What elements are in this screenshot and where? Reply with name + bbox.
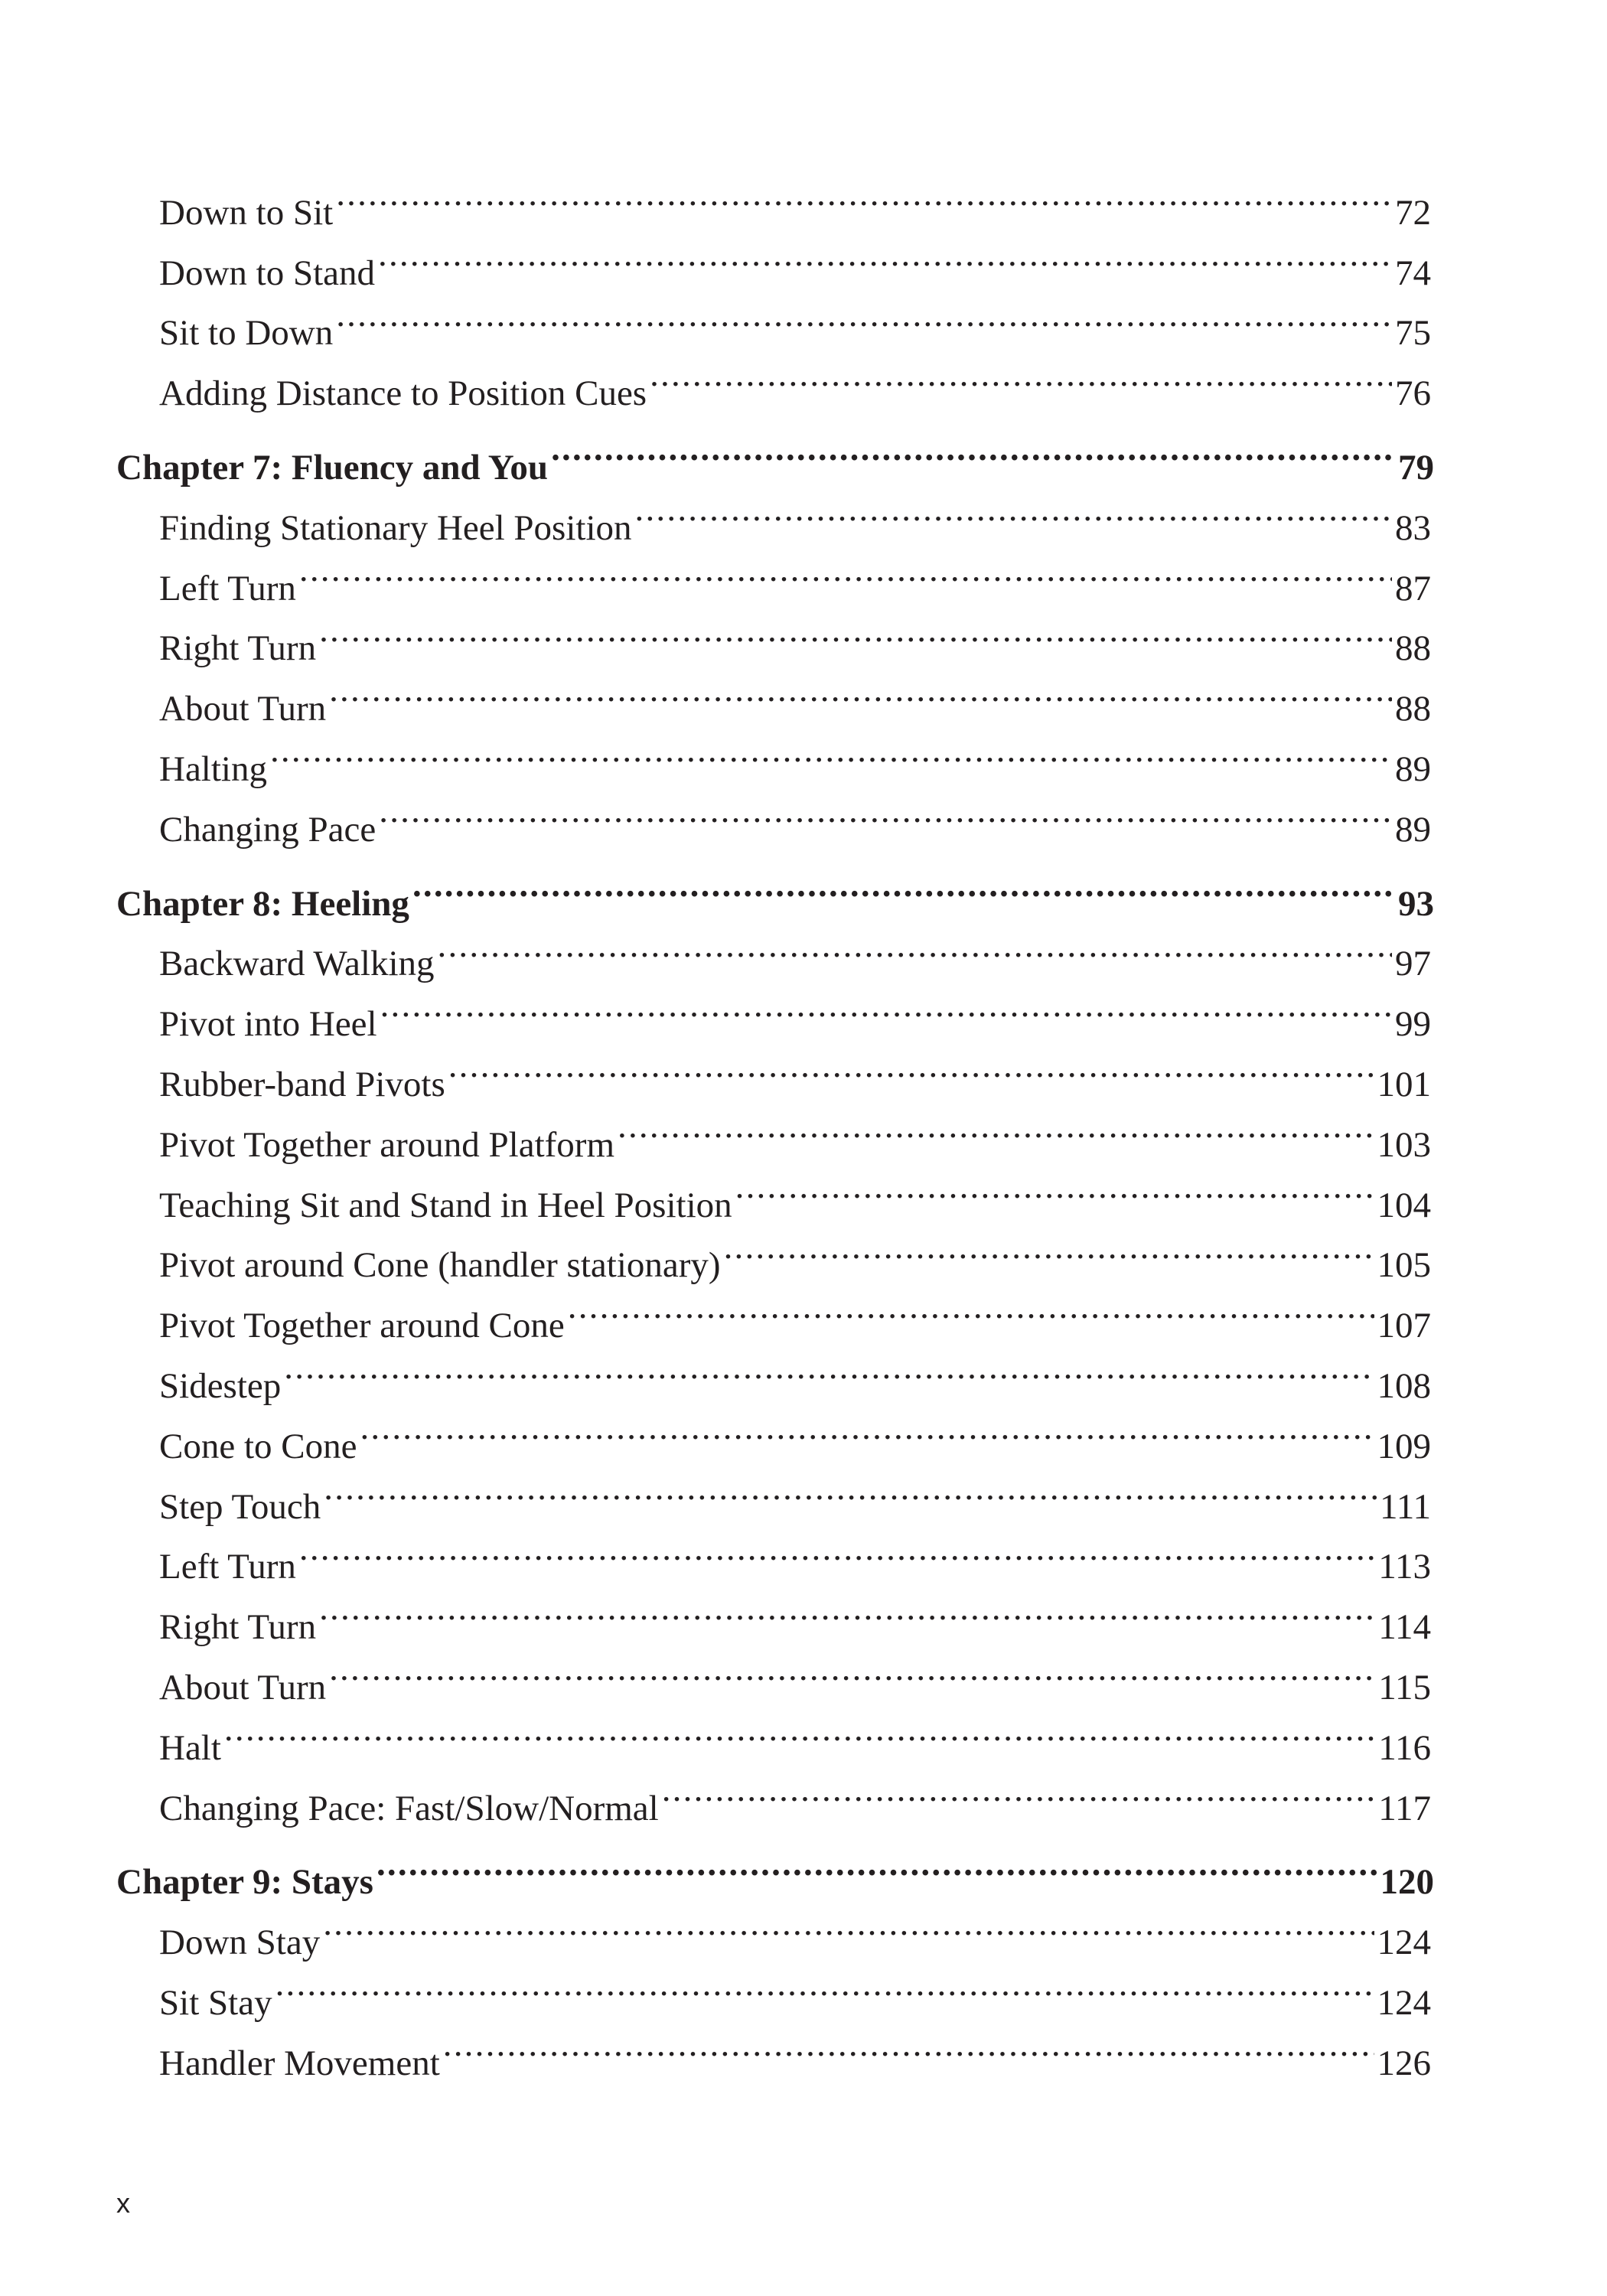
dot-leader [379,781,1392,841]
dot-leader [329,660,1392,720]
toc-entry-page: 89 [1395,809,1431,850]
toc-entry-page: 114 [1378,1607,1431,1648]
toc-entry-page: 113 [1378,1547,1431,1587]
chapter-title: Chapter 9: Stays [116,1862,373,1903]
toc-entry-page: 89 [1395,748,1431,789]
toc-chapter-entry [116,419,1434,488]
toc-entry-page: 115 [1378,1667,1431,1707]
toc-chapter-entry [116,855,1434,924]
toc-entry [116,600,1434,669]
toc-entry-page: 103 [1377,1124,1431,1165]
dot-leader [378,224,1392,285]
toc-entry [116,540,1434,608]
toc-entry-title: Teaching Sit and Stand in Heel Position [159,1185,732,1225]
toc-entry-page: 76 [1395,373,1431,414]
toc-entry [116,1397,1434,1466]
page-number: x [116,2187,130,2219]
toc-entry-title: Pivot Together around Platform [159,1124,615,1165]
toc-entry-title: Sit to Down [159,313,334,354]
toc-entry-page: 107 [1377,1306,1431,1346]
toc-entry [116,1699,1434,1768]
toc-entry [116,1760,1434,1828]
toc-entry-page: 105 [1377,1245,1431,1286]
dot-leader [270,720,1392,781]
toc-entry-page: 101 [1377,1064,1431,1104]
toc-entry-page: 109 [1377,1426,1431,1466]
toc-entry-title: Changing Pace: Fast/Slow/Normal [159,1788,659,1828]
toc-entry [116,1578,1434,1648]
chapter-page: 93 [1398,883,1434,924]
dot-leader [443,2014,1374,2075]
dot-leader [568,1277,1374,1337]
toc-entry-page: 83 [1395,507,1431,548]
toc-entry-title: Finding Stationary Heel Position [159,507,632,548]
toc-entry-page: 117 [1378,1788,1431,1828]
toc-entry-title: Down to Sit [159,192,334,233]
toc-entry-title: About Turn [159,689,327,729]
toc-entry-page: 116 [1378,1727,1431,1768]
dot-leader [724,1217,1374,1277]
toc-entry [116,781,1434,850]
dot-leader [329,1639,1375,1699]
dot-leader [360,1397,1374,1458]
dot-leader [319,600,1392,660]
toc-entry-title: Handler Movement [159,2043,440,2083]
dot-leader [380,975,1392,1035]
toc-chapter-entry [116,1834,1434,1903]
toc-entry-title: Pivot Together around Cone [159,1306,565,1346]
toc-entry-title: Sidestep [159,1365,282,1406]
toc-entry-page: 126 [1377,2043,1431,2083]
dot-leader [650,344,1392,405]
toc-entry [116,1954,1434,2023]
toc-entry-page: 88 [1395,628,1431,669]
toc-entry [116,720,1434,789]
dot-leader [299,1518,1375,1579]
toc-entry-title: Cone to Cone [159,1426,357,1466]
toc-entry-title: Backward Walking [159,944,435,984]
toc-entry-page: 99 [1395,1004,1431,1045]
toc-entry-title: Adding Distance to Position Cues [159,373,647,414]
toc-entry-page: 72 [1395,192,1431,233]
dot-leader [551,419,1395,479]
chapter-title: Chapter 7: Fluency and You [116,447,549,488]
toc-entry-title: Halting [159,748,267,789]
toc-entry [116,164,1434,233]
dot-leader [635,479,1392,540]
toc-entry-title: About Turn [159,1667,327,1707]
dot-leader [323,1893,1374,1954]
toc-entry-title: Left Turn [159,1547,296,1587]
toc-entry-page: 111 [1379,1486,1431,1527]
toc-entry-title: Left Turn [159,568,296,608]
toc-entry-page: 104 [1377,1185,1431,1225]
toc-entry-title: Sit Stay [159,1982,272,2023]
toc-entry [116,2014,1434,2083]
dot-leader [336,164,1392,224]
dot-leader [224,1699,1375,1760]
dot-leader [376,1834,1377,1894]
toc-entry [116,1518,1434,1587]
dot-leader [412,855,1395,915]
dot-leader [448,1035,1374,1096]
dot-leader [618,1096,1374,1156]
dot-leader [336,285,1392,345]
toc-entry-page: 87 [1395,568,1431,608]
toc-entry-title: Pivot into Heel [159,1004,377,1045]
toc-entry-title: Down to Stand [159,253,375,293]
dot-leader [319,1578,1375,1639]
toc-entry-page: 124 [1377,1982,1431,2023]
toc-entry-title: Down Stay [159,1923,321,1963]
chapter-page: 79 [1398,447,1434,488]
dot-leader [299,540,1392,600]
toc-entry-title: Pivot around Cone (handler stationary) [159,1245,721,1286]
toc-entry-page: 88 [1395,689,1431,729]
dot-leader [284,1337,1374,1397]
toc-entry-title: Right Turn [159,628,317,669]
toc-entry-title: Halt [159,1727,221,1768]
toc-entry-title: Step Touch [159,1486,321,1527]
toc-entry-page: 124 [1377,1923,1431,1963]
toc-entry [116,1337,1434,1406]
toc-entry-title: Changing Pace [159,809,376,850]
table-of-contents [116,164,1434,2083]
dot-leader [438,915,1393,976]
dot-leader [324,1458,1377,1518]
toc-entry-page: 75 [1395,313,1431,354]
chapter-page: 120 [1380,1862,1434,1903]
toc-entry-title: Rubber-band Pivots [159,1064,445,1104]
toc-entry-page: 97 [1395,944,1431,984]
dot-leader [735,1156,1374,1217]
dot-leader [275,1954,1374,2014]
chapter-title: Chapter 8: Heeling [116,883,409,924]
toc-entry-page: 108 [1377,1365,1431,1406]
toc-entry-page: 74 [1395,253,1431,293]
toc-entry-title: Right Turn [159,1607,317,1648]
dot-leader [662,1760,1376,1820]
